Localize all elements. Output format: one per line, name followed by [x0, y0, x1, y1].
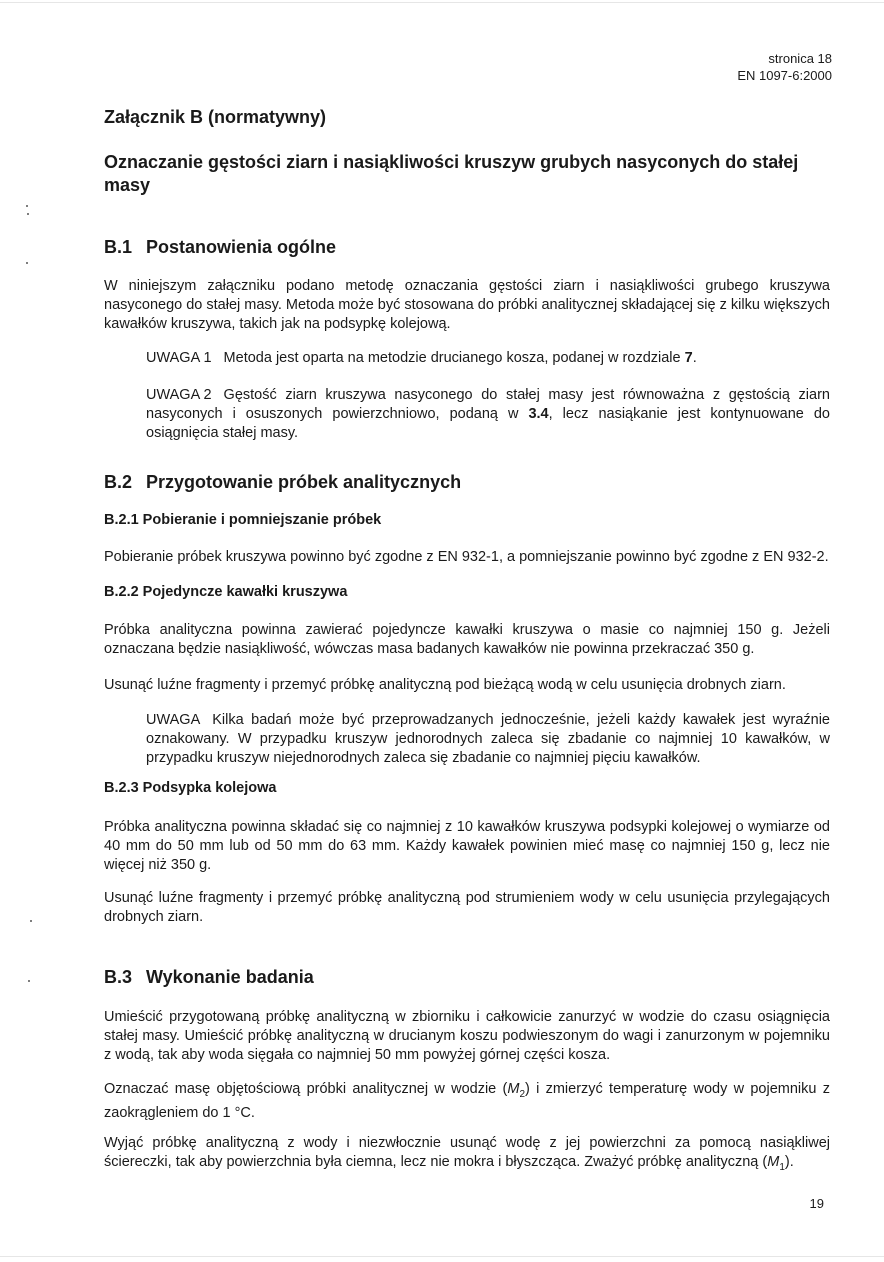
- mass-symbol: M: [507, 1081, 520, 1097]
- section-number: B.2: [104, 472, 133, 492]
- b3-paragraph-2: [104, 1080, 830, 1123]
- scan-edge-bottom: [0, 1256, 884, 1257]
- section-title: Przygotowanie próbek analitycznych: [146, 472, 462, 492]
- subsection-heading-b21: B.2.1 Pobieranie i pomniejszanie próbek: [104, 512, 382, 528]
- note-label: UWAGA 2: [146, 387, 212, 403]
- section-heading-b1: [104, 237, 830, 258]
- note-text-cont: , lecz nasiąkanie jest kontynuowane do osiągnięcia stałej masy.: [146, 406, 830, 441]
- section-number: B.3: [104, 967, 133, 987]
- annex-subtitle: Oznaczanie gęstości ziarn i nasiąkliwości kruszyw grubych nasyconych do stałej masy: [104, 152, 799, 195]
- section-number: B.1: [104, 237, 133, 257]
- b22-note: [146, 711, 830, 768]
- subsection-heading-b23: B.2.3 Podsypka kolejowa: [104, 780, 277, 796]
- b1-note-2: [146, 386, 830, 443]
- section-title: Wykonanie badania: [146, 967, 314, 987]
- page-header: [737, 50, 832, 84]
- section-title: Postanowienia ogólne: [146, 237, 337, 257]
- note-text: Kilka badań może być przeprowadzanych jednocześnie, jeżeli każdy kawałek jest wyraźnie oznakowany. W przypadku kruszyw jednorodnych zaleca się zbadanie co najmniej 10 kawałków, w przypadku kruszyw niejednorodnych zaleca się zbadanie co najmniej pięciu kawałków.: [146, 712, 830, 766]
- page-number: 19: [809, 1196, 824, 1211]
- header-page-label: stronica 18: [768, 51, 832, 66]
- scan-speck: [28, 980, 30, 982]
- scan-speck: [30, 920, 32, 922]
- section-heading-b3: [104, 967, 830, 988]
- subsection-heading-b22: B.2.2 Pojedyncze kawałki kruszywa: [104, 584, 348, 600]
- mass-subscript: 2: [519, 1088, 525, 1100]
- note-reference: 7: [684, 350, 693, 366]
- b22-paragraph-2: Usunąć luźne fragmenty i przemyć próbkę analityczną pod bieżącą wodą w celu usunięcia drobnych ziarn.: [104, 677, 786, 693]
- header-standard: EN 1097-6:2000: [737, 68, 832, 83]
- note-reference: 3.4: [528, 406, 549, 422]
- scan-speck: [26, 262, 28, 264]
- annex-title: Załącznik B (normatywny): [104, 107, 327, 127]
- section-heading-b2: [104, 472, 830, 493]
- note-label: UWAGA: [146, 712, 201, 728]
- b1-paragraph: W niniejszym załączniku podano metodę oznaczania gęstości ziarn i nasiąkliwości grubego kruszywa nasyconego do stałej masy. Metoda może być stosowana do próbki analitycznej składającej się z kilku większych kawałków kruszywa, takich jak na podsypkę kolejową.: [104, 278, 830, 332]
- scan-speck: [27, 213, 29, 215]
- b1-note-1: UWAGA 1 Metoda jest oparta na metodzie drucianego kosza, podanej w rozdziale 7.: [146, 350, 697, 366]
- b22-paragraph-1: Próbka analityczna powinna zawierać pojedyncze kawałki kruszywa o masie co najmniej 150 g. Jeżeli oznaczana będzie nasiąkliwość, wówczas masa badanych kawałków nie powinna przekraczać 350 g.: [104, 622, 830, 657]
- b21-paragraph: Pobieranie próbek kruszywa powinno być zgodne z EN 932-1, a pomniejszanie powinno być zgodne z EN 932-2.: [104, 549, 829, 565]
- b3-paragraph-1: Umieścić przygotowaną próbkę analityczną w zbiorniku i całkowicie zanurzyć w wodzie do czasu osiągnięcia stałej masy. Umieścić próbkę analityczną w drucianym koszu podwieszonym do wagi i zanurzonym w pojemniku z wodą, tak aby woda sięgała co najmniej 50 mm powyżej górnej części kosza.: [104, 1009, 830, 1063]
- mass-subscript: 1: [779, 1161, 785, 1173]
- b3-paragraph-3: [104, 1134, 830, 1177]
- b23-paragraph-2: Usunąć luźne fragmenty i przemyć próbkę analityczną pod strumieniem wody w celu usunięcia przylegających drobnych ziarn.: [104, 890, 830, 925]
- b3-text-cont: ) i zmierzyć temperaturę wody w pojemniku z zaokrągleniem do 1 °C.: [104, 1081, 830, 1121]
- b23-paragraph-1: Próbka analityczna powinna składać się co najmniej z 10 kawałków kruszywa podsypki kolejowej o wymiarze od 40 mm do 50 mm lub od 50 mm do 63 mm. Każdy kawałek powinien mieć masę co najmniej 150 g, lecz nie więcej niż 350 g.: [104, 819, 830, 873]
- note-text: Gęstość ziarn kruszywa nasyconego do stałej masy jest równoważna z gęstością ziarn nasyconych i osuszonych powierzchniowo, podaną w: [146, 387, 830, 422]
- b3-text-cont: ).: [784, 1154, 794, 1170]
- b3-text: Oznaczać masę objętościową próbki analitycznej w wodzie (: [104, 1081, 508, 1097]
- scan-edge-top: [0, 2, 884, 3]
- b3-text: Wyjąć próbkę analityczną z wody i niezwłocznie usunąć wodę z jej powierzchni za pomocą nasiąkliwej ściereczki, tak aby powierzchnia była ciemna, lecz nie mokra i błyszcząca. Zważyć próbkę analityczną (: [104, 1135, 830, 1170]
- note-text: Metoda jest oparta na metodzie drucianego kosza, podanej w rozdziale: [223, 350, 681, 366]
- note-label: UWAGA 1: [146, 350, 212, 366]
- scan-speck: [26, 205, 28, 207]
- mass-symbol: M: [767, 1154, 780, 1170]
